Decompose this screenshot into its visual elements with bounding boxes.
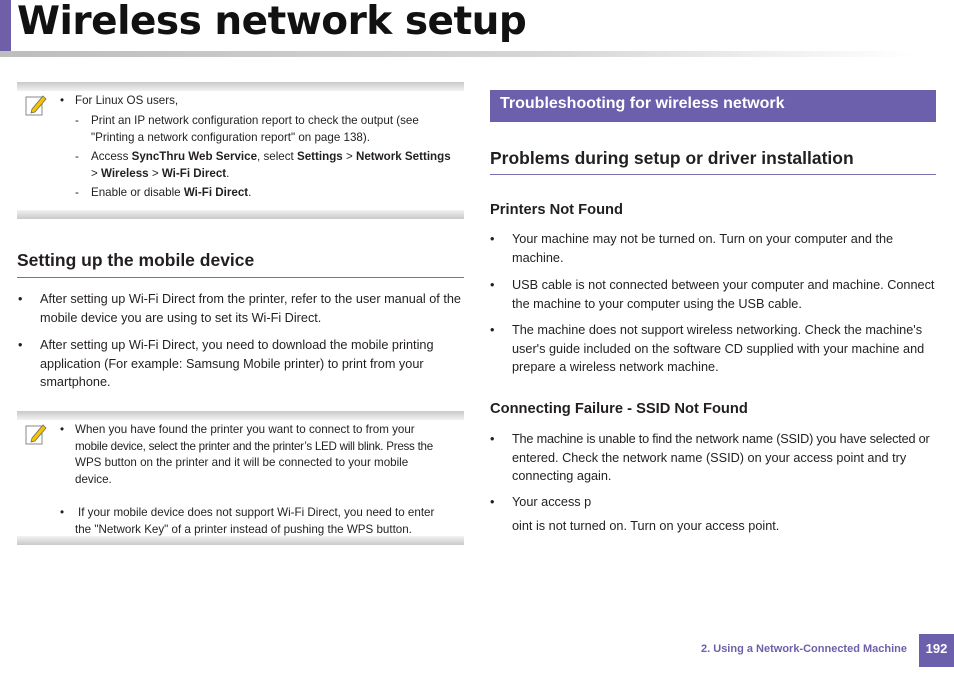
troubleshoot-continuation: oint is not turned on. Turn on your access point. — [512, 519, 780, 533]
pencil-note-icon — [25, 93, 47, 117]
troubleshoot-bullet: • Your machine may not be turned on. Turn on your computer and the machine. — [490, 232, 894, 265]
footer-chapter: 2. Using a Network-Connected Machine — [701, 643, 907, 655]
section-heading-mobile: Setting up the mobile device — [17, 250, 255, 270]
troubleshoot-bullet: • The machine does not support wireless networking. Check the machine's user's guide included on the software CD supplied with your machine and prepare a wireless network machine. — [490, 323, 925, 374]
section-rule — [490, 174, 936, 175]
subheading-printers-not-found: Printers Not Found — [490, 202, 623, 218]
note-bullet: • When you have found the printer you want to connect to from your mobile device, select the printer and the printer’s LED will blink. Press the WPS button on the printer and it will be connected to your mobile device. — [60, 423, 433, 486]
page-number: 192 — [919, 634, 954, 667]
note-dash-item: - Enable or disable Wi-Fi Direct. — [75, 186, 252, 199]
note-dash-item: - Access SyncThru Web Service, select Settings > Network Settings > Wireless > Wi-Fi Direct. — [75, 150, 451, 180]
troubleshooting-banner — [490, 90, 936, 122]
note-bullet: • If your mobile device does not support Wi-Fi Direct, you need to enter the "Network Key" of a printer instead of pushing the WPS button. — [60, 506, 435, 536]
troubleshoot-bullet: • Your access p — [490, 495, 592, 509]
mobile-bullet: • After setting up Wi-Fi Direct from the printer, refer to the user manual of the mobile device you are using to set its Wi-Fi Direct. — [18, 292, 461, 325]
mobile-bullet: • After setting up Wi-Fi Direct, you need to download the mobile printing application (For example: Samsung Mobile printer) to print from your smartphone. — [18, 338, 434, 389]
pencil-note-icon — [25, 422, 47, 446]
note-box-linux — [17, 82, 464, 219]
section-rule — [17, 277, 464, 278]
note-dash-item: - Print an IP network configuration report to check the output (see "Printing a network configuration report" on page 138). — [75, 114, 419, 144]
page-title: Wireless network setup — [17, 0, 527, 44]
subheading-ssid-not-found: Connecting Failure - SSID Not Found — [490, 401, 748, 417]
title-accent-bar — [0, 0, 11, 52]
section-heading-problems: Problems during setup or driver installation — [490, 148, 854, 168]
troubleshooting-title: Troubleshooting for wireless network — [500, 95, 785, 112]
troubleshoot-bullet: • USB cable is not connected between your computer and machine. Connect the machine to your computer using the USB cable. — [490, 278, 935, 311]
note-bullet: • For Linux OS users, — [60, 94, 179, 107]
title-rule — [0, 51, 915, 57]
note-box-wps — [17, 411, 464, 545]
troubleshoot-bullet: • The machine is unable to find the network name (SSID) you have selected or entered. Check the network name (SSID) on your access point and try connecting again. — [490, 432, 930, 483]
